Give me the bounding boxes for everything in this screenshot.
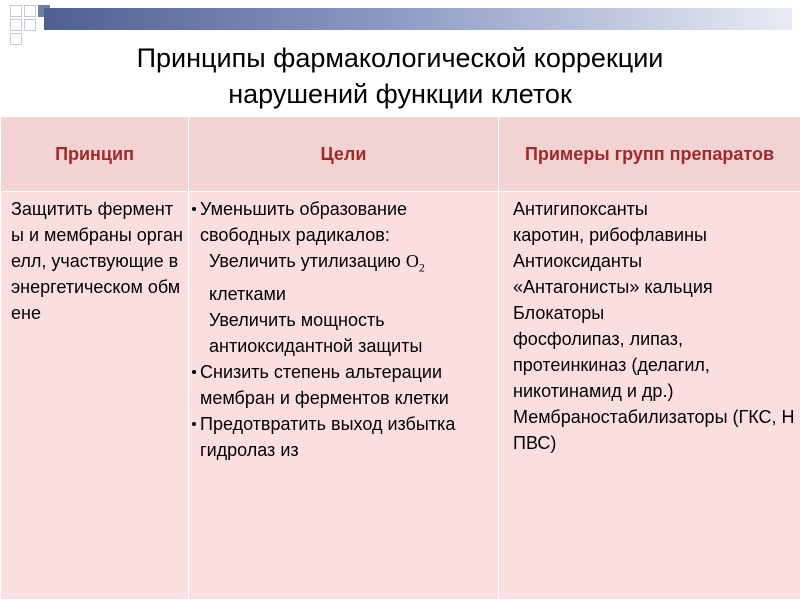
page-title <box>40 40 760 112</box>
example-line: фосфолипаз, липаз, протеинкиназ (делагил, никотинамид и др.) <box>513 329 710 401</box>
o2-subscript: 2 <box>418 260 425 275</box>
cell-goals <box>189 192 499 600</box>
pharmacology-table <box>0 116 800 600</box>
goal-item: Снизить степень альтерации мембран и ферментов клетки <box>191 359 494 411</box>
example-line: каротин, рибофлавины <box>513 225 707 245</box>
goals-list <box>191 196 494 463</box>
title-line-2: нарушений функции клеток <box>228 79 572 109</box>
title-line-1: Принципы фармакологической коррекции <box>136 43 664 73</box>
table-header-row <box>1 117 800 192</box>
title-bar <box>44 8 792 30</box>
decor-square <box>10 33 22 45</box>
cell-principle: Защитить ферменты и мембраны органелл, участвующие в энергетическом обмене <box>1 192 189 600</box>
example-line: Антигипоксанты <box>513 199 648 219</box>
goal-subitem-tail: клетками <box>209 283 286 304</box>
o2-symbol: O <box>405 251 419 271</box>
goal-subitem: Увеличить мощность антиоксидантной защиты <box>209 309 423 356</box>
goal-text: Уменьшить образование свободных радикалов: <box>200 199 408 245</box>
decor-square <box>10 19 22 31</box>
decor-square <box>24 5 36 17</box>
decor-square <box>24 19 36 31</box>
cell-examples <box>499 192 800 600</box>
header-goals: Цели <box>189 117 499 192</box>
goal-item <box>191 196 494 359</box>
header-examples: Примеры групп препаратов <box>499 117 800 192</box>
example-line: «Антагонисты» кальция <box>513 277 713 297</box>
o2-formula <box>405 251 425 275</box>
decor-square <box>10 5 22 17</box>
example-line: Антиоксиданты <box>513 251 643 271</box>
goal-subitem-text: Увеличить утилизацию <box>209 251 401 271</box>
example-line: Мембраностабилизаторы (ГКС, НПВС) <box>513 407 795 453</box>
table-row <box>1 192 800 600</box>
goal-subitem <box>200 248 494 307</box>
header-principle: Принцип <box>1 117 189 192</box>
goal-item: Предотвратить выход избытка гидролаз из <box>191 411 494 463</box>
example-line: Блокаторы <box>513 303 605 323</box>
